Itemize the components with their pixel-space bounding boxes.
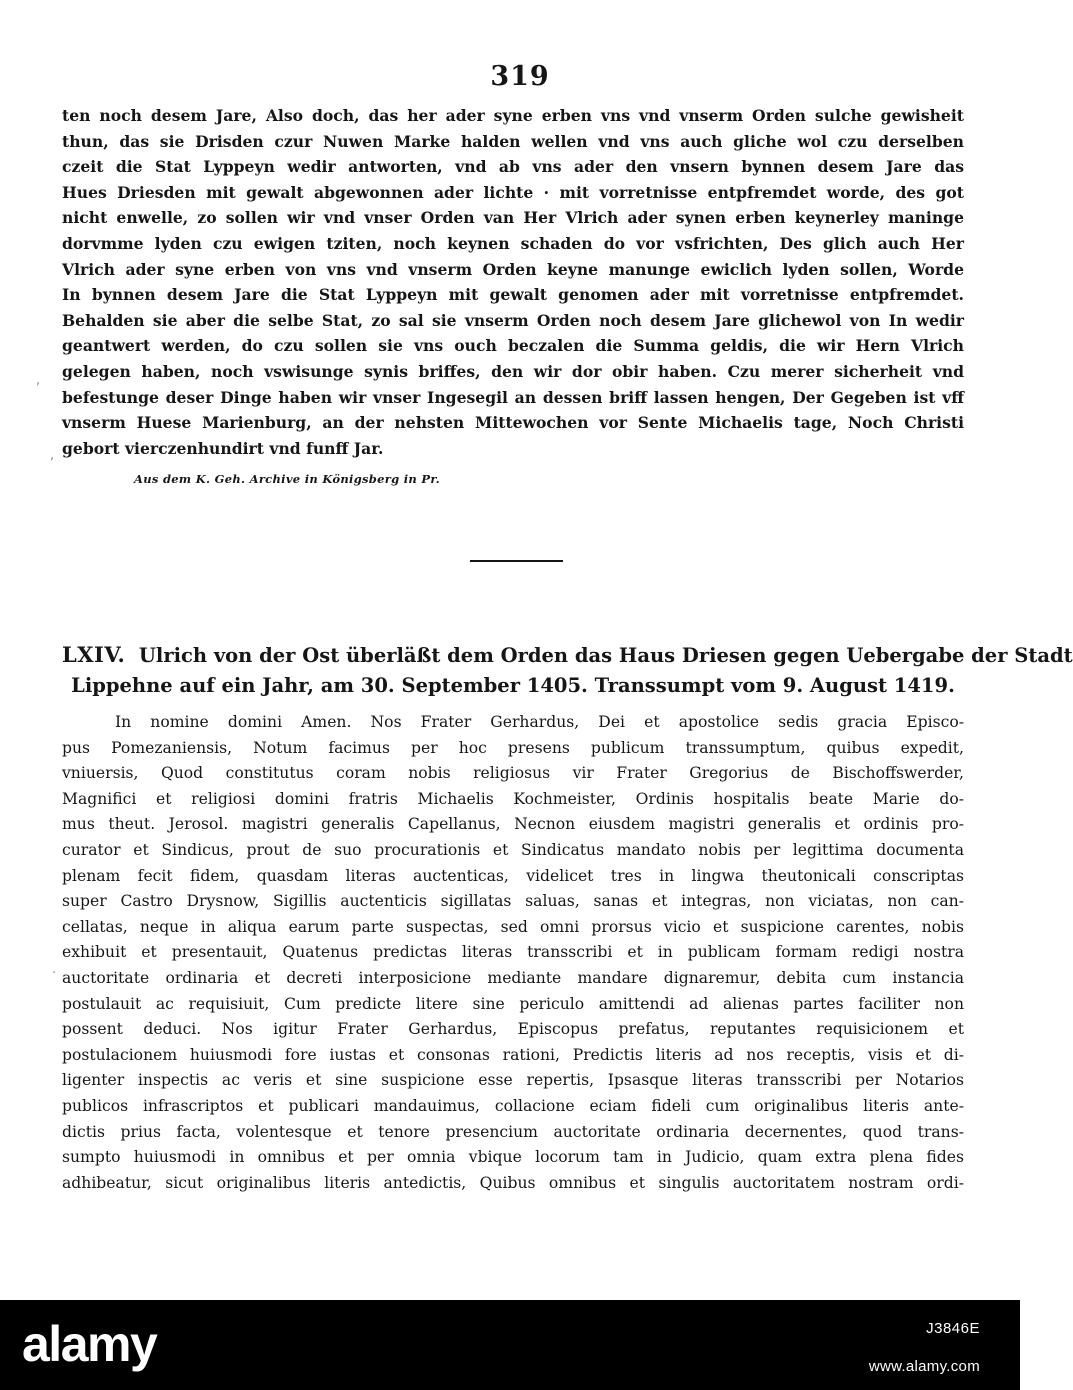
site-url: www.alamy.com [868, 1358, 980, 1375]
german-charter-text [62, 103, 964, 461]
text-line: thun, das sie Drisden czur Nuwen Marke halden wellen vnd vns auch gliche wol czu derselben [62, 131, 964, 151]
page-number: 319 [490, 61, 550, 92]
text-line: plenam fecit fidem, quasdam literas auctenticas, videlicet tres in lingwa theutonicali conscriptas [62, 866, 964, 885]
margin-dot: . [52, 962, 57, 977]
stock-footer-bar [0, 1300, 1020, 1390]
alamy-logo: alamy [22, 1316, 157, 1372]
text-line: Behalden sie aber die selbe Stat, zo sal sie vnserm Orden noch desem Jare glichewol von In wedir [62, 310, 964, 330]
text-line: gelegen haben, noch vswisunge synis briffes, den wir dor obir haben. Czu merer sicherheit vnd [62, 361, 964, 381]
text-line: pus Pomezaniensis, Notum facimus per hoc presens publicum transsumptum, quibus expedit, [62, 738, 964, 757]
text-line: ligenter inspectis ac veris et sine suspicione esse repertis, Ipsasque literas transscribi per Notarios [62, 1071, 964, 1090]
text-line: Magnifici et religiosi domini fratris Michaelis Kochmeister, Ordinis hospitalis beate Marie do- [62, 789, 964, 808]
archive-source-note: Aus dem K. Geh. Archive in Königsberg in Pr. [134, 472, 440, 486]
text-line: postulauit ac requisiuit, Cum predicte litere sine periculo amittendi ad alienas partes faciliter non [62, 994, 964, 1013]
text-line: curator et Sindicus, prout de suo procurationis et Sindicatus mandato nobis per legittima documenta [62, 840, 964, 859]
text-line: sumpto huiusmodi in omnibus et per omnia vbique locorum tam in Judicio, quam extra plena fides [62, 1148, 964, 1167]
text-line: cellatas, neque in aliqua earum parte suspectas, sed omni prorsus vicio et suspicione carentes, nobis [62, 917, 964, 936]
text-line: vnserm Huese Marienburg, an der nehsten Mittewochen vor Sente Michaelis tage, Noch Christi [62, 413, 964, 433]
text-line: exhibuit et presentauit, Quatenus predictas literas transscribi et in publicam formam redigi nostra [62, 943, 964, 962]
document-number: LXIV. [62, 642, 126, 667]
text-line: vniuersis, Quod constitutus coram nobis religiosus vir Frater Gregorius de Bischoffswerder, [62, 764, 964, 783]
text-line: adhibeatur, sicut originalibus literis antedictis, Quibus omnibus et singulis auctoritatem nostram ordi- [62, 1173, 964, 1192]
text-line: befestunge deser Dinge haben wir vnser Ingesegil an dessen briff lassen hengen, Der Gegeben ist vff [62, 387, 964, 407]
text-line: mus theut. Jerosol. magistri generalis Capellanus, Necnon eiusdem magistri generalis et ordinis pro- [62, 815, 964, 834]
heading-title: Ulrich von der Ost überläßt dem Orden das Haus Driesen gegen Uebergabe der Stadt [138, 644, 1073, 667]
text-line: In bynnen desem Jare die Stat Lyppeyn mit gewalt genomen ader mit vorretnisse entpfremdet. [62, 285, 964, 305]
document-heading [62, 640, 1073, 701]
text-line: In nomine domini Amen. Nos Frater Gerhardus, Dei et apostolice sedis gracia Episco- [115, 713, 964, 731]
text-line: ten noch desem Jare, Also doch, das her ader syne erben vns vnd vnserm Orden sulche gewisheit [62, 106, 964, 125]
text-line: possent deduci. Nos igitur Frater Gerhardus, Episcopus prefatus, reputantes requisicionem et [62, 1020, 964, 1039]
text-line: nicht enwelle, zo sollen wir vnd vnser Orden van Her Vlrich ader synen erben keynerley maninge [62, 208, 964, 228]
text-line: Vlrich ader syne erben von vns vnd vnserm Orden keyne manunge ewiclich lyden sollen, Worde [62, 259, 964, 279]
text-line: postulacionem huiusmodi fore iustas et consonas rationi, Predictis literis ad nos receptis, visis et di- [62, 1045, 964, 1064]
text-line: gebort vierczenhundirt vnd funff Jar. [62, 438, 384, 458]
margin-dot: , [36, 373, 41, 388]
text-line: publicos infrascriptos et publicari mandauimus, collacione eciam fideli cum originalibus literis ante- [62, 1096, 964, 1115]
image-id-code: J3846E [926, 1320, 980, 1337]
margin-dot: , [50, 448, 55, 463]
heading-line [62, 640, 1073, 671]
text-line: dorvmme lyden czu ewigen tziten, noch keynen schaden do vor vsfrichten, Des glich auch Her [62, 233, 964, 253]
text-line: Hues Driesden mit gewalt abgewonnen ader lichte · mit vorretnisse entpfremdet worde, des got [62, 182, 964, 202]
text-line: dictis prius facta, volentesque et tenore presencium auctoritate ordinaria decernentes, quod trans- [62, 1122, 964, 1141]
text-line: geantwert werden, do czu sollen sie vns ouch beczalen die Summa geldis, die wir Hern Vlrich [62, 336, 964, 356]
latin-transsumpt-text [62, 710, 964, 1196]
text-line: auctoritate ordinaria et decreti interposicione mediante mandare dignaremur, debita cum instancia [62, 968, 964, 987]
section-divider [470, 560, 563, 562]
text-line: super Castro Drysnow, Sigillis auctenticis sigillatas saluas, sanas et integras, non viciatas, non can- [62, 892, 964, 911]
text-line: czeit die Stat Lyppeyn wedir antworten, vnd ab vns ader den vnsern bynnen desem Jare das [62, 157, 964, 177]
heading-line: Lippehne auf ein Jahr, am 30. September 1405. Transsumpt vom 9. August 1419. [71, 674, 955, 697]
